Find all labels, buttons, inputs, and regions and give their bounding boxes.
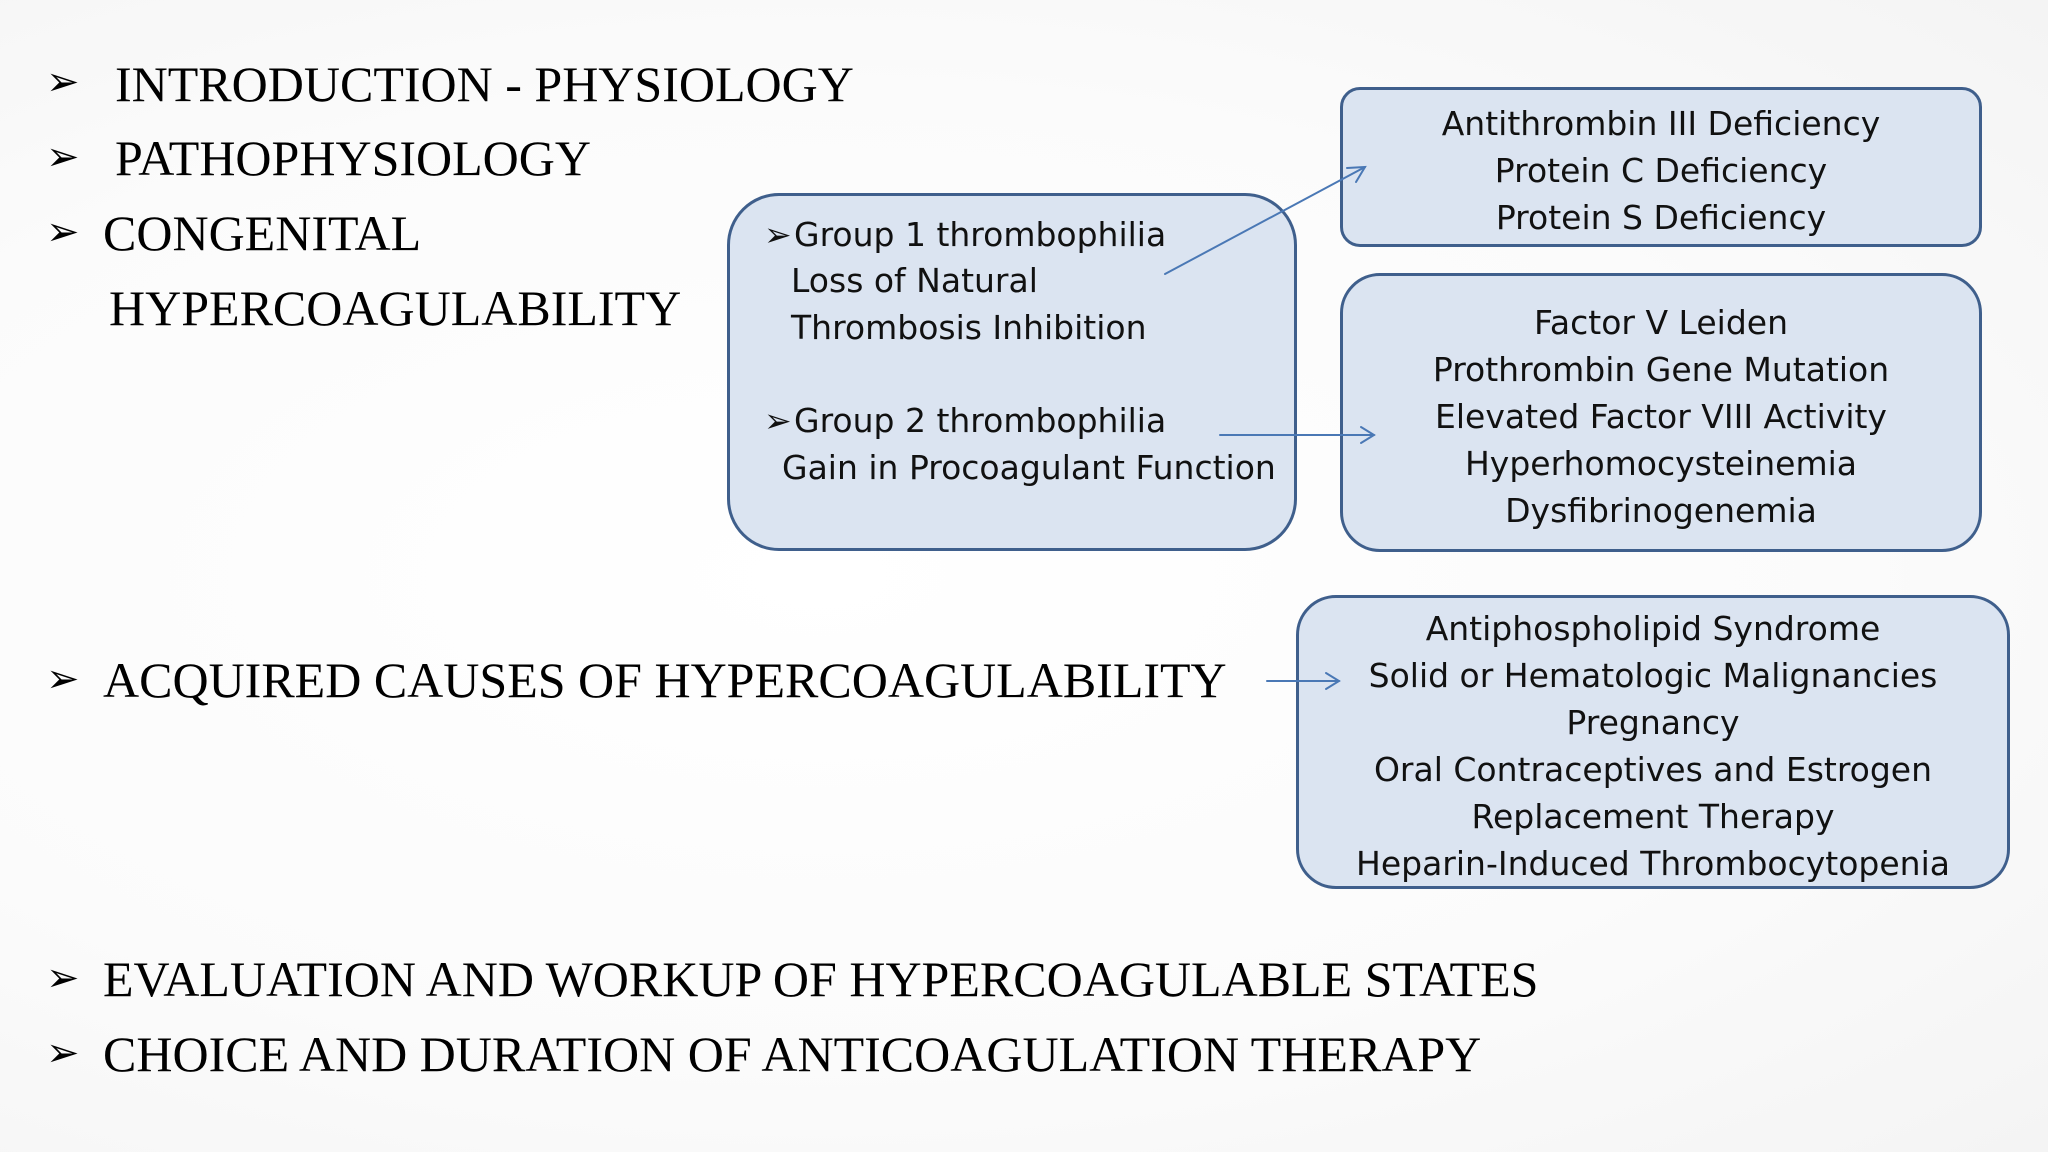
- bullet-congenital-continued: HYPERCOAGULABILITY: [109, 280, 682, 336]
- bullet-marker-icon: ➢: [46, 955, 80, 1001]
- group1-deficiencies-box: [1340, 87, 1982, 247]
- group2-box-line: Hyperhomocysteinemia: [1464, 444, 1858, 483]
- group1-box-line: Protein S Deficiency: [1495, 198, 1827, 237]
- group1-description-line2: Thrombosis Inhibition: [791, 308, 1147, 347]
- bullet-acquired-causes: ACQUIRED CAUSES OF HYPERCOAGULABILITY: [103, 652, 1227, 708]
- group1-box-line: Protein C Deficiency: [1494, 151, 1828, 190]
- group2-title: Group 2 thrombophilia: [794, 401, 1167, 440]
- bullet-introduction: INTRODUCTION - PHYSIOLOGY: [115, 56, 854, 112]
- group1-title: Group 1 thrombophilia: [794, 215, 1167, 254]
- thrombophilia-groups-box: [727, 193, 1297, 551]
- group2-marker-icon: ➢: [764, 401, 792, 440]
- bullet-pathophysiology: PATHOPHYSIOLOGY: [115, 130, 592, 186]
- bullet-marker-icon: ➢: [46, 59, 80, 105]
- acquired-box-line: Solid or Hematologic Malignancies: [1368, 656, 1938, 695]
- acquired-causes-box: [1296, 595, 2010, 889]
- bullet-evaluation: EVALUATION AND WORKUP OF HYPERCOAGULABLE STATES: [103, 951, 1539, 1007]
- group1-marker-icon: ➢: [764, 215, 792, 254]
- bullet-congenital: CONGENITAL: [103, 205, 422, 261]
- group2-box-line: Prothrombin Gene Mutation: [1432, 350, 1890, 389]
- group2-mutations-box: [1340, 273, 1982, 552]
- bullet-marker-icon: ➢: [46, 1030, 80, 1076]
- bullet-marker-icon: ➢: [46, 209, 80, 255]
- acquired-box-line: Heparin-Induced Thrombocytopenia: [1356, 844, 1950, 883]
- acquired-box-line: Antiphospholipid Syndrome: [1425, 609, 1881, 648]
- group2-box-line: Factor V Leiden: [1533, 303, 1788, 342]
- group2-description: Gain in Procoagulant Function: [782, 448, 1276, 487]
- group1-description-line1: Loss of Natural: [791, 261, 1038, 300]
- group2-box-line: Dysfibrinogenemia: [1505, 491, 1817, 530]
- group2-box-line: Elevated Factor VIII Activity: [1435, 397, 1887, 436]
- bullet-marker-icon: ➢: [46, 134, 80, 180]
- acquired-box-line: Pregnancy: [1566, 703, 1740, 742]
- bullet-anticoagulation: CHOICE AND DURATION OF ANTICOAGULATION THERAPY: [103, 1026, 1482, 1082]
- bullet-marker-icon: ➢: [46, 656, 80, 702]
- acquired-box-line: Replacement Therapy: [1471, 797, 1835, 836]
- acquired-box-line: Oral Contraceptives and Estrogen: [1373, 750, 1933, 789]
- group1-box-line: Antithrombin III Deficiency: [1441, 104, 1881, 143]
